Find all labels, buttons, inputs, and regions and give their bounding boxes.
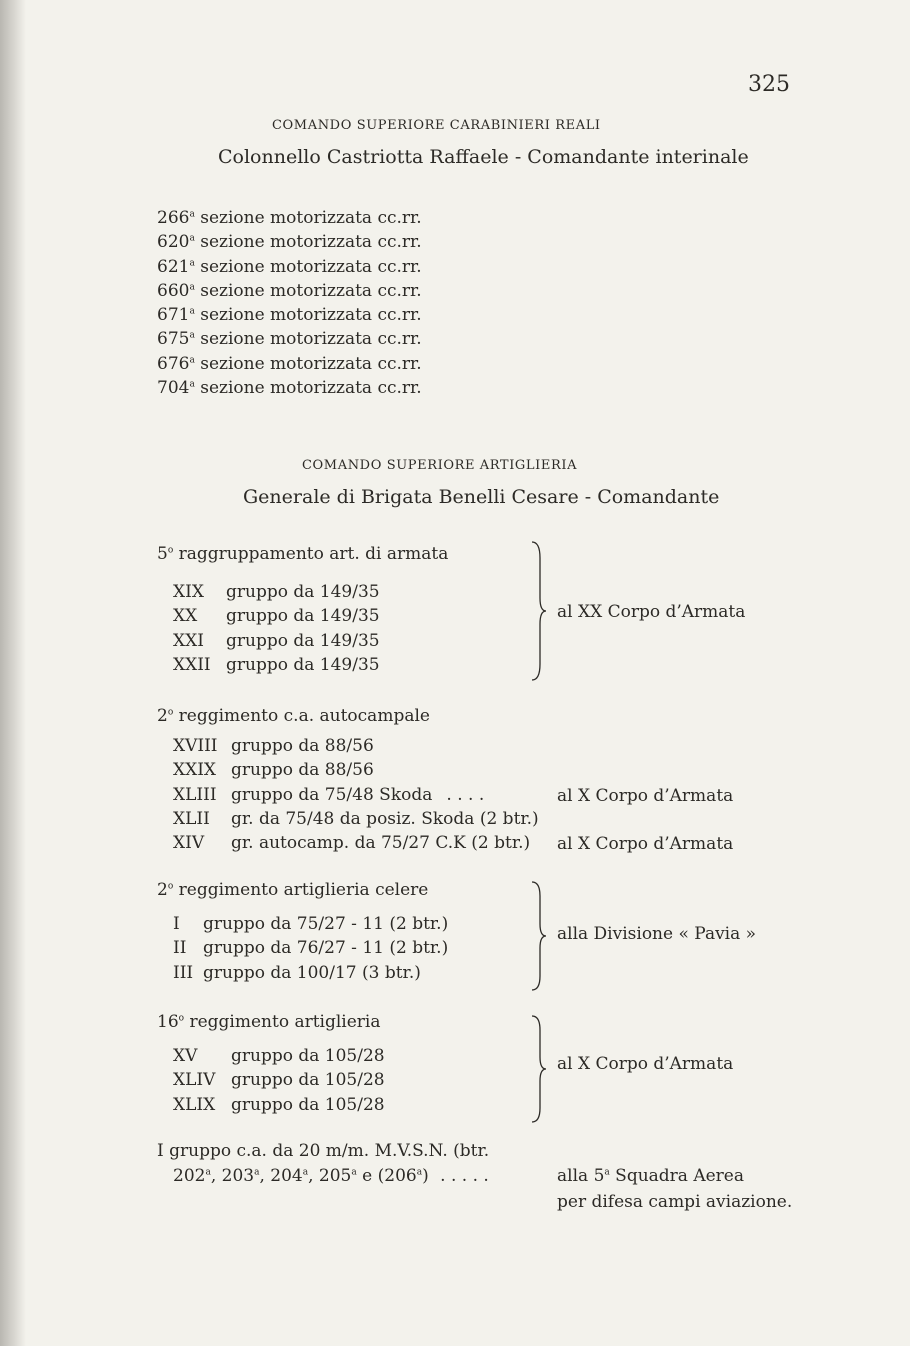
table-row: XXI gruppo da 149/35 (173, 630, 380, 651)
list-item: 621$^a$ sezione motorizzata cc.rr. (157, 256, 422, 277)
table-row: XV gruppo da 105/28 (173, 1046, 385, 1066)
artiglieria-commander: Generale di Brigata Benelli Cesare - Comandante (243, 486, 720, 508)
autocampale-heading: 2$^o$ reggimento c.a. autocampale (157, 706, 430, 726)
table-row: XLIII gruppo da 75/48 Skoda . . . . (173, 784, 485, 805)
raggruppamento-heading: 5$^o$ raggruppamento art. di armata (157, 544, 449, 564)
carabinieri-sections-list (157, 206, 422, 400)
celere-groups (173, 912, 448, 985)
celere-assignment: alla Divisione « Pavia » (557, 924, 757, 944)
autocampale-assignment-2: al X Corpo d’Armata (557, 834, 734, 854)
table-row: III gruppo da 100/17 (3 btr.) (173, 962, 421, 983)
mvsn-line-2: 202$^a$, 203$^a$, 204$^a$, 205$^a$ e (206$^a$) . . . . . (173, 1166, 489, 1186)
right-brace (528, 1014, 548, 1124)
table-row: XIV gr. autocamp. da 75/27 C.K (2 btr.) (173, 833, 531, 854)
raggruppamento-assignment: al XX Corpo d’Armata (557, 602, 746, 622)
list-item: 704$^a$ sezione motorizzata cc.rr. (157, 378, 422, 399)
list-item: 660$^a$ sezione motorizzata cc.rr. (157, 280, 422, 301)
list-item: 676$^a$ sezione motorizzata cc.rr. (157, 353, 422, 374)
table-row: XLII gr. da 75/48 da posiz. Skoda (2 btr.) (173, 808, 539, 829)
right-brace (528, 880, 548, 992)
list-item: 675$^a$ sezione motorizzata cc.rr. (157, 329, 422, 350)
list-item: 671$^a$ sezione motorizzata cc.rr. (157, 305, 422, 326)
table-row: I gruppo da 75/27 - 11 (2 btr.) (173, 914, 449, 934)
table-row: XLIV gruppo da 105/28 (173, 1070, 385, 1091)
carabinieri-title: COMANDO SUPERIORE CARABINIERI REALI (272, 118, 601, 133)
celere-heading: 2$^o$ reggimento artiglieria celere (157, 880, 429, 900)
artiglieria-title: COMANDO SUPERIORE ARTIGLIERIA (302, 458, 578, 473)
mvsn-assignment: alla 5$^a$ Squadra Aerea (557, 1166, 744, 1186)
mvsn-assignment-line-2: per difesa campi aviazione. (557, 1192, 793, 1212)
carabinieri-commander: Colonnello Castriotta Raffaele - Comandante interinale (218, 146, 749, 168)
autocampale-groups (173, 734, 539, 855)
table-row: II gruppo da 76/27 - 11 (2 btr.) (173, 938, 449, 959)
sedicesimo-heading: 16$^o$ reggimento artiglieria (157, 1012, 381, 1032)
table-row: XIX gruppo da 149/35 (173, 582, 380, 602)
table-row: XXII gruppo da 149/35 (173, 654, 380, 675)
raggruppamento-groups (173, 580, 380, 677)
list-item: 266$^a$ sezione motorizzata cc.rr. (157, 208, 422, 228)
scan-edge-shadow (0, 0, 26, 1346)
table-row: XX gruppo da 149/35 (173, 606, 380, 627)
table-row: XVIII gruppo da 88/56 (173, 736, 374, 756)
autocampale-assignment-1: al X Corpo d’Armata (557, 786, 734, 806)
sedicesimo-assignment: al X Corpo d’Armata (557, 1054, 734, 1074)
mvsn-line-1: I gruppo c.a. da 20 m/m. M.V.S.N. (btr. (157, 1141, 490, 1161)
page-number: 325 (748, 72, 790, 97)
right-brace (528, 540, 548, 682)
list-item: 620$^a$ sezione motorizzata cc.rr. (157, 232, 422, 253)
sedicesimo-groups (173, 1044, 385, 1117)
table-row: XXIX gruppo da 88/56 (173, 760, 374, 781)
table-row: XLIX gruppo da 105/28 (173, 1094, 385, 1115)
